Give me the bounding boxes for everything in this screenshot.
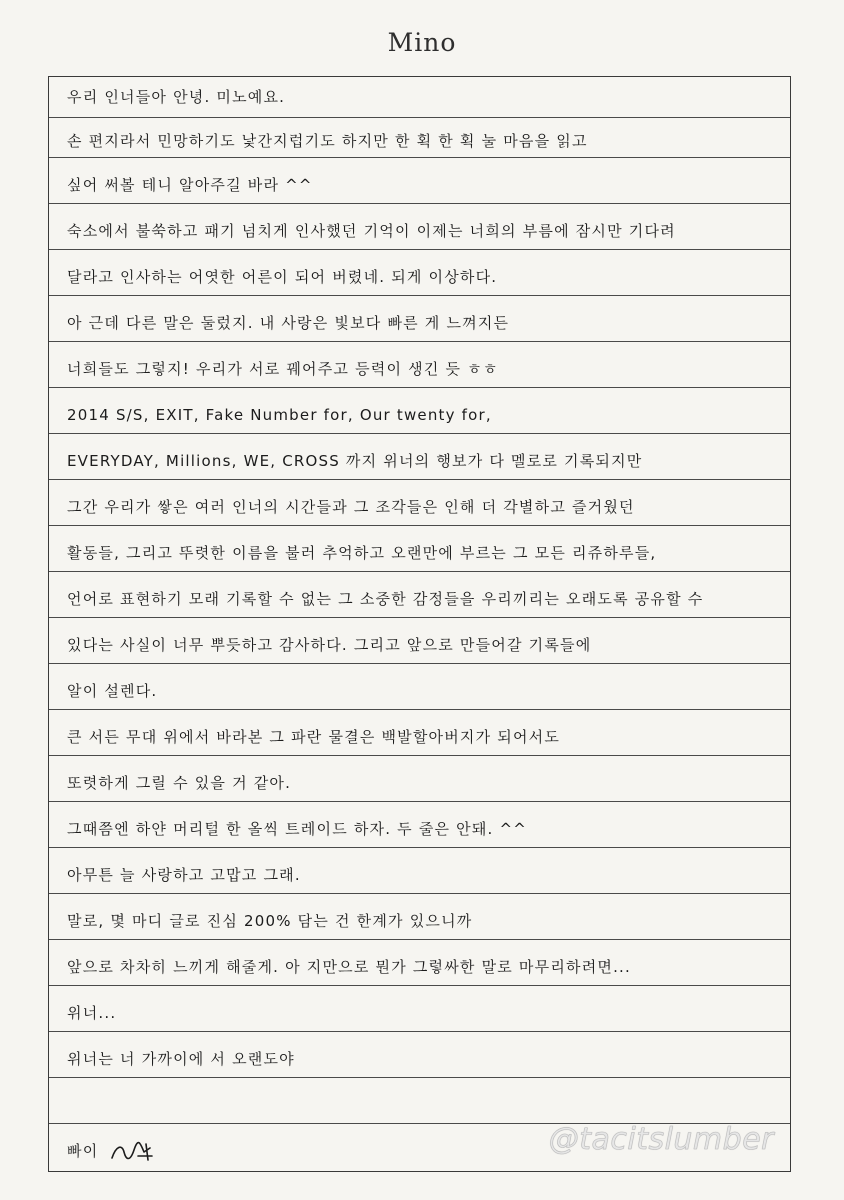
letter-line: 빠이 (67, 1142, 99, 1160)
letter-line: 위너... (67, 1004, 117, 1022)
letter-line: 아 근데 다른 말은 둘렀지. 내 사랑은 빛보다 빠른 게 느껴지든 (67, 314, 510, 332)
letter-line: 큰 서든 무대 위에서 바라본 그 파란 물결은 백발할아버지가 되어서도 (67, 728, 561, 746)
letter-line: 손 편지라서 민망하기도 낯간지럽기도 하지만 한 획 한 획 눌 마음을 읽고 (67, 132, 588, 150)
letter-line: 위너는 너 가까이에 서 오랜도야 (67, 1050, 295, 1068)
letter-line: 싶어 써볼 테니 알아주길 바라 ^^ (67, 176, 313, 194)
signature-icon (108, 1138, 154, 1166)
letter-line: 숙소에서 불쑥하고 패기 넘치게 인사했던 기억이 이제는 너희의 부름에 잠시만 기다려 (67, 222, 676, 240)
letter-line: 앞으로 차차히 느끼게 해줄게. 아 지만으로 뭔가 그렇싸한 말로 마무리하려면... (67, 958, 631, 976)
letter-line: 말로, 몇 마디 글로 진심 200% 담는 건 한계가 있으니까 (67, 912, 473, 930)
letter-line: 그때쯤엔 하얀 머리털 한 올씩 트레이드 하자. 두 줄은 안돼. ^^ (67, 820, 528, 838)
watermark-text: @tacitslumber (548, 1122, 774, 1157)
letter-line: 그간 우리가 쌓은 여러 인너의 시간들과 그 조각들은 인해 더 각별하고 즐거웠던 (67, 498, 635, 516)
letter-line (67, 1085, 778, 1125)
letter-line: 알이 설렌다. (67, 682, 158, 700)
lined-paper-frame (48, 76, 791, 1172)
letter-line: 아무튼 늘 사랑하고 고맙고 그래. (67, 866, 301, 884)
letter-line: 달라고 인사하는 어엿한 어른이 되어 버렸네. 되게 이상하다. (67, 268, 498, 286)
ruled-line (49, 117, 790, 118)
letter-line: 활동들, 그리고 뚜렷한 이름을 불러 추억하고 오랜만에 부르는 그 모든 리쥬하루들, (67, 544, 657, 562)
letter-line: 2014 S/S, EXIT, Fake Number for, Our twenty for, (67, 406, 492, 424)
letter-line: 우리 인너들아 안녕. 미노예요. (67, 88, 286, 106)
letter-line: EVERYDAY, Millions, WE, CROSS 까지 위너의 행보가 다 멜로로 기록되지만 (67, 452, 643, 470)
letter-line: 있다는 사실이 너무 뿌듯하고 감사하다. 그리고 앞으로 만들어갈 기록들에 (67, 636, 592, 654)
letter-title: Mino (387, 28, 457, 57)
letter-line: 또렷하게 그릴 수 있을 거 같아. (67, 774, 292, 792)
letter-line: 언어로 표현하기 모래 기록할 수 없는 그 소중한 감정들을 우리끼리는 오래도록 공유할 수 (67, 590, 704, 608)
letter-line: 너희들도 그렇지! 우리가 서로 꿰어주고 등력이 생긴 듯 ㅎㅎ (67, 360, 499, 378)
